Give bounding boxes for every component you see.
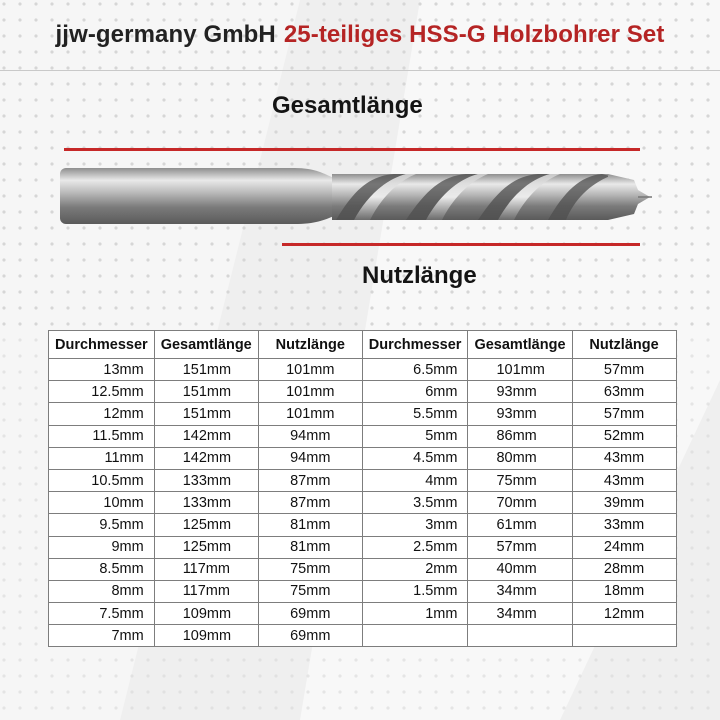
table-cell: 101mm [258,359,362,381]
table-cell: 34mm [468,603,572,625]
table-cell: 9mm [49,536,155,558]
table-cell: 10mm [49,492,155,514]
header-useful-length: Nutzlänge [258,331,362,359]
table-row [49,381,677,403]
useful-length-label: Nutzlänge [362,262,477,289]
table-cell: 7.5mm [49,603,155,625]
table-cell: 133mm [154,492,258,514]
table-cell: 5.5mm [362,403,468,425]
table-cell: 75mm [258,580,362,602]
table-cell: 4.5mm [362,447,468,469]
table-cell: 11.5mm [49,425,155,447]
table-cell: 151mm [154,381,258,403]
table-cell: 61mm [468,514,572,536]
page-title [0,0,720,70]
product-name: 25-teiliges HSS-G Holzbohrer Set [283,21,665,48]
total-length-label: Gesamtlänge [272,92,423,119]
table-cell: 151mm [154,359,258,381]
table-cell: 151mm [154,403,258,425]
table-cell: 3.5mm [362,492,468,514]
table-cell: 7mm [49,625,155,647]
table-cell: 40mm [468,558,572,580]
table-row [49,492,677,514]
table-cell: 69mm [258,625,362,647]
table-cell: 94mm [258,425,362,447]
table-cell: 5mm [362,425,468,447]
table-cell: 8.5mm [49,558,155,580]
table-row [49,359,677,381]
table-cell: 117mm [154,558,258,580]
table-cell: 12mm [49,403,155,425]
table-cell: 18mm [572,580,676,602]
table-cell: 63mm [572,381,676,403]
table-row [49,580,677,602]
table-cell: 57mm [572,359,676,381]
table-cell: 39mm [572,492,676,514]
table-cell: 117mm [154,580,258,602]
useful-length-line [282,243,640,246]
table-cell: 2mm [362,558,468,580]
table-cell [468,625,572,647]
table-cell: 75mm [258,558,362,580]
table-cell: 24mm [572,536,676,558]
table-cell: 109mm [154,603,258,625]
header-useful-length-2: Nutzlänge [572,331,676,359]
table-cell: 6.5mm [362,359,468,381]
table-cell: 33mm [572,514,676,536]
table-cell: 94mm [258,447,362,469]
table-cell: 87mm [258,492,362,514]
table-cell: 12mm [572,603,676,625]
brand-name: jjw-germany GmbH [55,21,276,48]
table-cell: 52mm [572,425,676,447]
table-cell: 13mm [49,359,155,381]
table-cell: 43mm [572,469,676,491]
table-cell: 86mm [468,425,572,447]
table-cell: 3mm [362,514,468,536]
table-cell: 28mm [572,558,676,580]
table-cell: 81mm [258,514,362,536]
table-cell: 2.5mm [362,536,468,558]
table-cell: 125mm [154,536,258,558]
header-total-length: Gesamtlänge [154,331,258,359]
drill-bit-image [54,160,654,238]
table-cell: 69mm [258,603,362,625]
table-cell: 101mm [258,403,362,425]
header-diameter: Durchmesser [49,331,155,359]
table-cell: 142mm [154,425,258,447]
table-cell: 87mm [258,469,362,491]
table-cell: 57mm [572,403,676,425]
table-cell: 109mm [154,625,258,647]
table-cell: 133mm [154,469,258,491]
table-cell: 1.5mm [362,580,468,602]
table-cell: 75mm [468,469,572,491]
table-cell: 101mm [258,381,362,403]
table-cell: 142mm [154,447,258,469]
table-cell: 81mm [258,536,362,558]
table-cell: 57mm [468,536,572,558]
table-cell: 34mm [468,580,572,602]
table-cell: 10.5mm [49,469,155,491]
table-header-row [49,331,677,359]
table-cell: 43mm [572,447,676,469]
table-cell: 8mm [49,580,155,602]
table-row [49,425,677,447]
table-cell: 11mm [49,447,155,469]
table-row [49,558,677,580]
header-diameter-2: Durchmesser [362,331,468,359]
table-row [49,625,677,647]
specification-table [48,330,677,647]
table-cell: 6mm [362,381,468,403]
table-cell: 1mm [362,603,468,625]
table-cell: 4mm [362,469,468,491]
table-row [49,403,677,425]
table-cell: 93mm [468,381,572,403]
table-cell: 125mm [154,514,258,536]
table-row [49,447,677,469]
table-cell: 9.5mm [49,514,155,536]
table-cell [572,625,676,647]
total-length-line [64,148,640,151]
table-cell: 12.5mm [49,381,155,403]
table-row [49,514,677,536]
table-cell: 80mm [468,447,572,469]
table-cell [362,625,468,647]
table-cell: 101mm [468,359,572,381]
table-cell: 93mm [468,403,572,425]
table-cell: 70mm [468,492,572,514]
title-divider [0,70,720,71]
table-row [49,469,677,491]
header-total-length-2: Gesamtlänge [468,331,572,359]
table-row [49,536,677,558]
table-row [49,603,677,625]
